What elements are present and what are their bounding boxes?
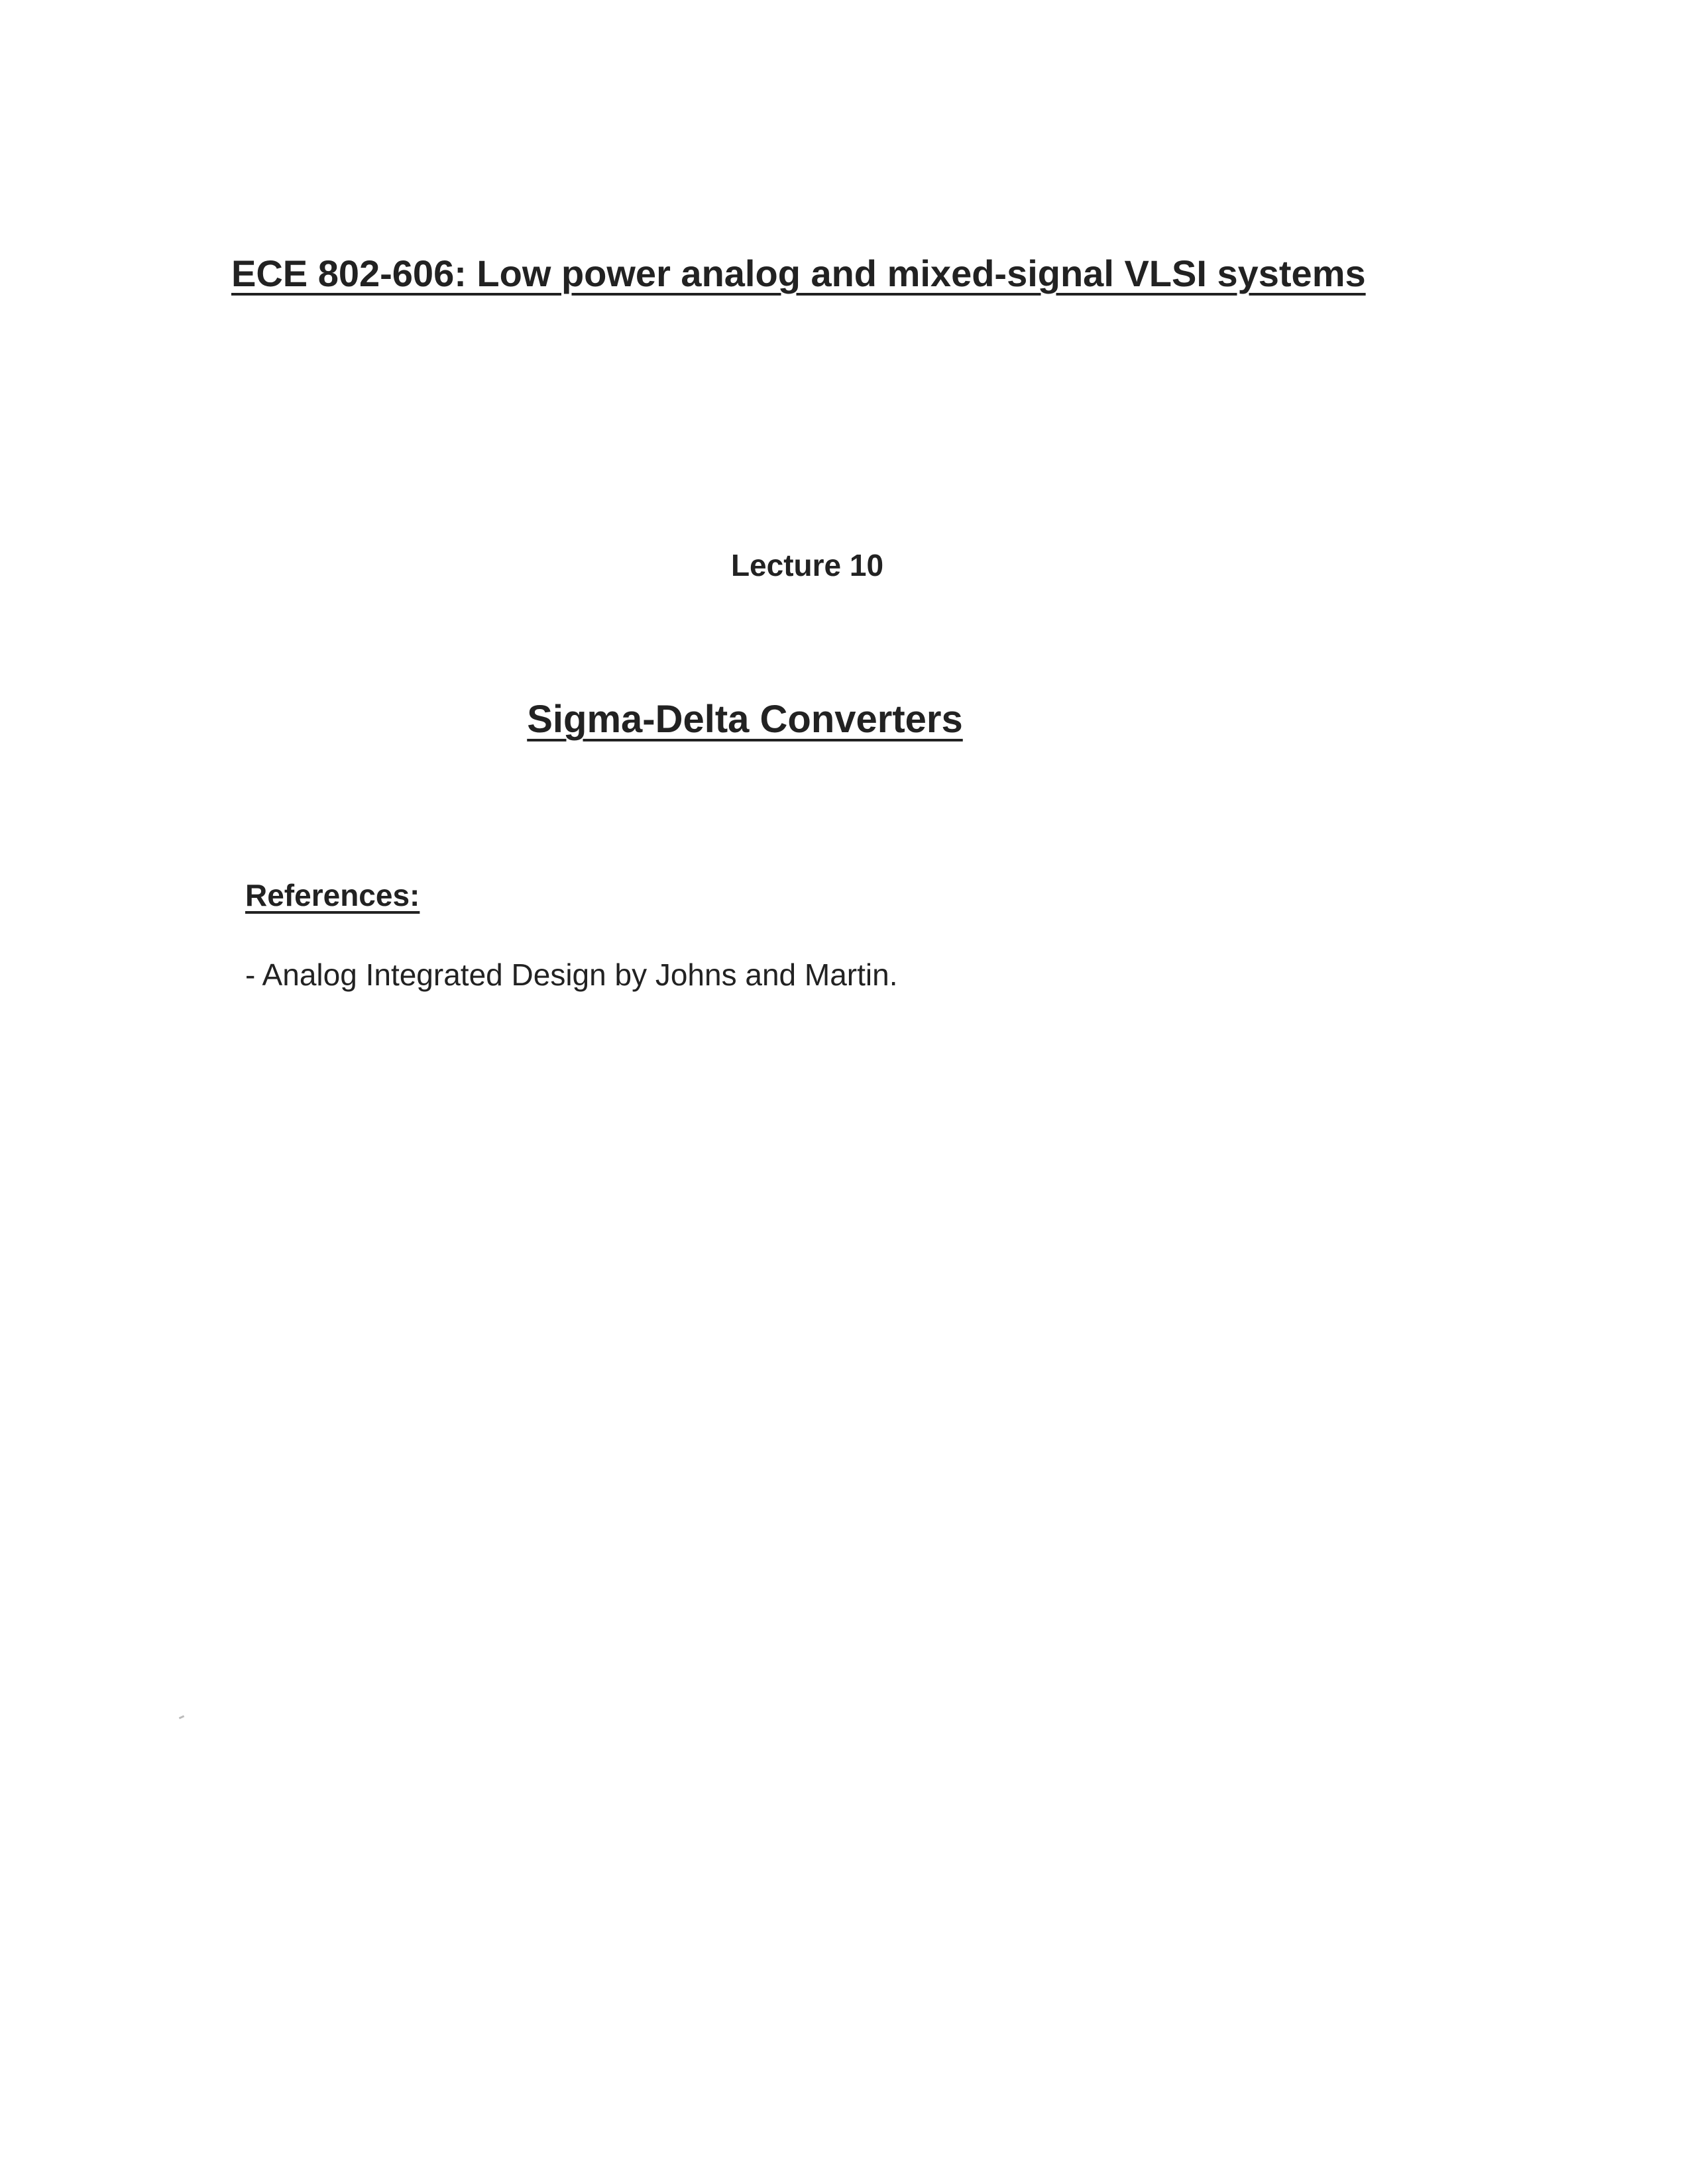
references-heading: References: bbox=[245, 878, 420, 912]
course-title: ECE 802-606: Low power analog and mixed-signal VLSI systems bbox=[231, 252, 1366, 294]
lecture-topic: Sigma-Delta Converters bbox=[527, 698, 963, 741]
scan-speck-mark bbox=[179, 1715, 185, 1719]
lecture-number: Lecture 10 bbox=[730, 548, 884, 582]
reference-item: - Analog Integrated Design by Johns and Martin. bbox=[245, 957, 898, 992]
